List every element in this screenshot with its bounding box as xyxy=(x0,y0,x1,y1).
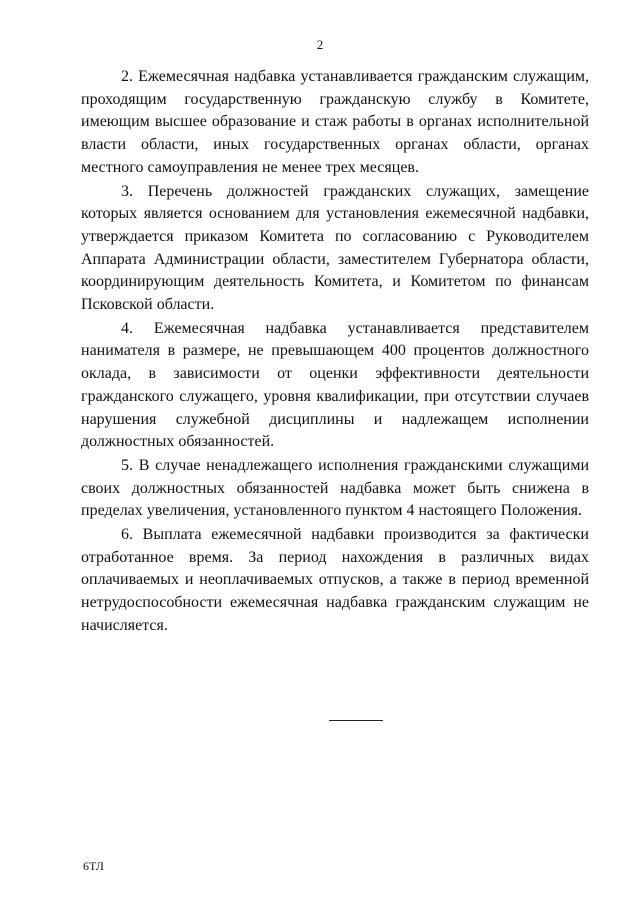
paragraph-3: 3. Перечень должностей гражданских служащих, замещение которых является основанием для установления ежемесячной надбавки, утверждается приказом Комитета по согласованию с Руководителем Аппарата Администрации области, заместителем Губернатора области, координирующим деятельность Комитета, и Комитетом по финансам Псковской области. xyxy=(81,182,589,314)
paragraph-4: 4. Ежемесячная надбавка устанавливается представителем нанимателя в размере, не превышающем 400 процентов должностного оклада, в зависимости от оценки эффективности деятельности гражданского служащего, уровня квалификации, при отсутствии случаев нарушения служебной дисциплины и надлежащем исполнении должностных обязанностей. xyxy=(81,319,589,451)
page-number: 2 xyxy=(316,37,324,52)
paragraph-6: 6. Выплата ежемесячной надбавки производится за фактически отработанное время. За период нахождения в различных видах оплачиваемых и неоплачиваемых отпусков, а также в период временной нетрудоспособности ежемесячная надбавка гражданским служащим не начисляется. xyxy=(81,526,589,634)
paragraph-2: 2. Ежемесячная надбавка устанавливается гражданским служащим, проходящим государственную гражданскую службу в Комитете, имеющим высшее образование и стаж работы в органах исполнительной власти области, иных государственных органах области, органах местного самоуправления не менее трех месяцев. xyxy=(81,68,589,176)
paragraph-5: 5. В случае ненадлежащего исполнения гражданскими служащими своих должностных обязанностей надбавка может быть снижена в пределах увеличения, установленного пунктом 4 настоящего Положения. xyxy=(81,456,589,520)
footer-code: 6ТЛ xyxy=(83,859,104,873)
end-separator-line xyxy=(329,720,383,721)
document-body xyxy=(81,66,589,639)
